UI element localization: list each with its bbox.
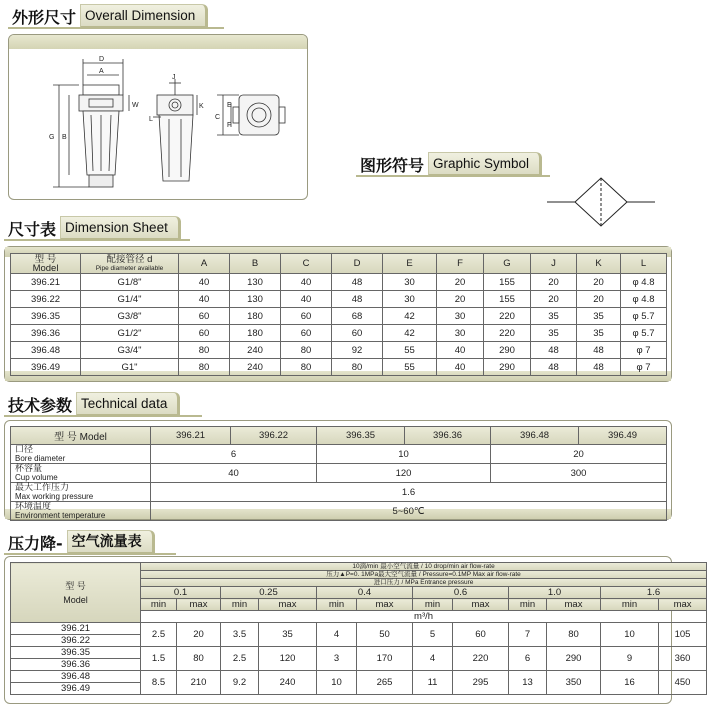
flow-value-cell: 20: [177, 623, 221, 647]
flow-value-cell: 10: [601, 623, 659, 647]
dimension-cell: 20: [577, 274, 621, 291]
pipe-cell: G1/4": [81, 291, 179, 308]
label-k: K: [199, 103, 204, 110]
dimension-cell: 60: [281, 325, 332, 342]
flow-row: [11, 671, 707, 683]
dimension-sheet-table: [10, 253, 667, 376]
dimension-cell: 30: [437, 308, 484, 325]
flow-value-cell: 50: [357, 623, 413, 647]
tech-row-cup: [11, 464, 667, 483]
label-l: L: [149, 116, 153, 123]
label-c: C: [215, 114, 221, 121]
tech-model-396-36: 396.36: [405, 427, 491, 445]
min-header: min: [141, 599, 177, 611]
pipe-cell: G1": [81, 359, 179, 376]
graphic-symbol-en: Graphic Symbol: [428, 152, 542, 176]
label-w: W: [132, 102, 139, 109]
dimension-row: [11, 359, 667, 376]
dimension-cell: 48: [332, 274, 383, 291]
flow-value-cell: 120: [259, 647, 317, 671]
flow-value-cell: 80: [547, 623, 601, 647]
technical-data-title: [8, 390, 180, 416]
dimension-cell: 80: [281, 359, 332, 376]
technical-header-row: [11, 427, 667, 445]
flow-value-cell: 360: [659, 647, 707, 671]
pressure-0-25: 0.25: [221, 587, 317, 599]
dimension-row: [11, 291, 667, 308]
tech-value: 300: [491, 464, 667, 483]
model-header: 型 号 Model: [11, 254, 81, 274]
dimension-cell: 55: [383, 359, 437, 376]
flow-model-cell: 396.36: [11, 659, 141, 671]
dimension-cell: 42: [383, 308, 437, 325]
flow-value-cell: 3.5: [221, 623, 259, 647]
section-underline: [356, 175, 550, 177]
dimension-cell: 30: [437, 325, 484, 342]
pressure-0-4: 0.4: [317, 587, 413, 599]
max-header: max: [547, 599, 601, 611]
dimension-cell: 240: [230, 342, 281, 359]
flow-value-cell: 7: [509, 623, 547, 647]
flow-value-cell: 9.2: [221, 671, 259, 695]
overall-dimension-title: [12, 2, 208, 28]
flow-value-cell: 16: [601, 671, 659, 695]
max-header: max: [259, 599, 317, 611]
tech-row-label: 最大工作压力 Max working pressure: [11, 483, 151, 502]
dimension-cell: 20: [437, 274, 484, 291]
model-cell: 396.49: [11, 359, 81, 376]
tech-value: 120: [317, 464, 491, 483]
flow-value-cell: 240: [259, 671, 317, 695]
dimension-cell: 20: [437, 291, 484, 308]
tech-model-396-35: 396.35: [317, 427, 405, 445]
pressure-0-1: 0.1: [141, 587, 221, 599]
min-header: min: [413, 599, 453, 611]
pressure-1-6: 1.6: [601, 587, 707, 599]
flow-value-cell: 1.5: [141, 647, 177, 671]
flow-value-cell: 105: [659, 623, 707, 647]
label-f: F: [227, 122, 232, 129]
dimension-row: [11, 274, 667, 291]
tech-model-label: 型 号 Model: [11, 427, 151, 445]
flow-value-cell: 295: [453, 671, 509, 695]
flow-value-cell: 2.5: [221, 647, 259, 671]
max-header: max: [453, 599, 509, 611]
label-g: G: [49, 134, 55, 141]
section-underline: [4, 415, 202, 417]
dimension-cell: 35: [577, 325, 621, 342]
tech-value: 20: [491, 445, 667, 464]
col-g: G: [484, 254, 531, 274]
dimension-cell: 55: [383, 342, 437, 359]
dimension-cell: 92: [332, 342, 383, 359]
flow-value-cell: 450: [659, 671, 707, 695]
dimension-cell: 40: [179, 274, 230, 291]
tech-row-label: 环境温度 Environment temperature: [11, 502, 151, 521]
dimension-sheet-title: [8, 214, 181, 240]
dimension-cell: 180: [230, 325, 281, 342]
flow-value-cell: 35: [259, 623, 317, 647]
dimension-cell: 48: [531, 342, 577, 359]
graphic-symbol-title: [360, 150, 542, 176]
dimension-cell: 220: [484, 308, 531, 325]
flow-value-cell: 9: [601, 647, 659, 671]
dimension-sheet-en: Dimension Sheet: [60, 216, 181, 240]
flow-value-cell: 265: [357, 671, 413, 695]
overall-dimension-en: Overall Dimension: [80, 4, 208, 28]
flow-value-cell: 60: [453, 623, 509, 647]
dimension-cell: 30: [383, 274, 437, 291]
dimension-cell: 35: [531, 308, 577, 325]
section-underline: [4, 553, 176, 555]
dimension-cell: 290: [484, 359, 531, 376]
flow-value-cell: 2.5: [141, 623, 177, 647]
label-d: D: [99, 56, 105, 63]
pipe-cell: G1/2": [81, 325, 179, 342]
dimension-cell: 20: [577, 291, 621, 308]
model-cell: 396.22: [11, 291, 81, 308]
pressure-drop-table: [10, 562, 707, 695]
pressure-header-line1: 10滴/min 最小空气流量 / 10 drop/min air flow-rate: [141, 563, 707, 571]
dimension-cell: 290: [484, 342, 531, 359]
section-underline: [8, 27, 224, 29]
pressure-drop-title: [8, 528, 155, 554]
tech-row-label: 口径 Bore diameter: [11, 445, 151, 464]
tech-row-pressure: [11, 483, 667, 502]
label-a: A: [99, 68, 104, 75]
flow-row: [11, 623, 707, 635]
pipe-cell: G3/4": [81, 342, 179, 359]
unit-label: m³/h: [141, 611, 707, 623]
col-j: J: [531, 254, 577, 274]
flow-value-cell: 80: [177, 647, 221, 671]
dimension-cell: 48: [577, 359, 621, 376]
flow-model-cell: 396.22: [11, 635, 141, 647]
dimension-cell: 80: [332, 359, 383, 376]
tech-model-396-21: 396.21: [151, 427, 231, 445]
pressure-1-0: 1.0: [509, 587, 601, 599]
min-header: min: [317, 599, 357, 611]
dimension-cell: 155: [484, 274, 531, 291]
dimension-cell: 40: [281, 274, 332, 291]
flow-value-cell: 350: [547, 671, 601, 695]
flow-value-cell: 210: [177, 671, 221, 695]
technical-data-table: [10, 426, 667, 521]
dimension-cell: 48: [577, 342, 621, 359]
flow-value-cell: 4: [413, 647, 453, 671]
min-header: min: [509, 599, 547, 611]
graphic-symbol-cn: 图形符号: [360, 156, 425, 175]
dimension-cell: 40: [437, 359, 484, 376]
dimension-cell: 60: [179, 325, 230, 342]
model-cell: 396.21: [11, 274, 81, 291]
dimension-cell: φ 7: [621, 342, 667, 359]
flow-value-cell: 170: [357, 647, 413, 671]
tech-model-396-48: 396.48: [491, 427, 579, 445]
tech-value: 1.6: [151, 483, 667, 502]
flow-value-cell: 8.5: [141, 671, 177, 695]
pressure-0-6: 0.6: [413, 587, 509, 599]
pipe-cell: G3/8": [81, 308, 179, 325]
flow-value-cell: 10: [317, 671, 357, 695]
pressure-drop-cn: 压力降-: [8, 534, 63, 553]
col-b: B: [230, 254, 281, 274]
label-e: E: [227, 102, 232, 109]
max-header: max: [659, 599, 707, 611]
tech-value: 5~60℃: [151, 502, 667, 521]
dimension-cell: 130: [230, 291, 281, 308]
section-underline: [4, 239, 190, 241]
model-cell: 396.36: [11, 325, 81, 342]
col-f: F: [437, 254, 484, 274]
flow-value-cell: 3: [317, 647, 357, 671]
flow-model-cell: 396.35: [11, 647, 141, 659]
model-cell: 396.35: [11, 308, 81, 325]
flow-model-cell: 396.49: [11, 683, 141, 695]
dimension-cell: 240: [230, 359, 281, 376]
dimension-cell: 155: [484, 291, 531, 308]
tech-value: 6: [151, 445, 317, 464]
dimension-cell: 35: [577, 308, 621, 325]
flow-row: [11, 647, 707, 659]
tech-row-label: 杯容量 Cup volume: [11, 464, 151, 483]
dimension-cell: 40: [437, 342, 484, 359]
pressure-header-line2: 压力▲P=0. 1MPa最大空气流量 / Pressure=0.1MP Max air flow-rate: [141, 571, 707, 579]
col-c: C: [281, 254, 332, 274]
tech-row-temperature: [11, 502, 667, 521]
dimension-cell: 20: [531, 274, 577, 291]
flow-value-cell: 11: [413, 671, 453, 695]
label-b: B: [62, 134, 67, 141]
dimension-sheet-cn: 尺寸表: [8, 220, 57, 239]
flow-value-cell: 220: [453, 647, 509, 671]
dimension-cell: 35: [531, 325, 577, 342]
flow-model-cell: 396.48: [11, 671, 141, 683]
flow-value-cell: 13: [509, 671, 547, 695]
tech-row-bore: [11, 445, 667, 464]
dimension-cell: 48: [531, 359, 577, 376]
dimension-cell: 80: [281, 342, 332, 359]
dimension-cell: 60: [179, 308, 230, 325]
pipe-header: 配接管径 d Pipe diameter available: [81, 254, 179, 274]
col-e: E: [383, 254, 437, 274]
dimension-row: [11, 342, 667, 359]
dimension-cell: 68: [332, 308, 383, 325]
dimension-cell: 80: [179, 359, 230, 376]
dimension-cell: 42: [383, 325, 437, 342]
overall-dimension-cn: 外形尺寸: [12, 8, 77, 27]
tech-model-396-49: 396.49: [579, 427, 667, 445]
drawing-panel: [8, 34, 308, 200]
flow-value-cell: 4: [317, 623, 357, 647]
dimension-cell: 60: [332, 325, 383, 342]
dimension-drawing: [9, 35, 307, 199]
technical-data-en: Technical data: [76, 392, 180, 416]
flow-model-cell: 396.21: [11, 623, 141, 635]
pressure-header-line3: 进口压力 / MPa Entrance pressure: [141, 579, 707, 587]
dimension-cell: 40: [281, 291, 332, 308]
technical-data-cn: 技术参数: [8, 396, 73, 415]
pressure-model-header: 型 号 Model: [11, 563, 141, 623]
dimension-cell: 180: [230, 308, 281, 325]
max-header: max: [357, 599, 413, 611]
pipe-cell: G1/8": [81, 274, 179, 291]
col-a: A: [179, 254, 230, 274]
tech-value: 10: [317, 445, 491, 464]
tech-model-396-22: 396.22: [231, 427, 317, 445]
dimension-row: [11, 325, 667, 342]
flow-value-cell: 6: [509, 647, 547, 671]
max-header: max: [177, 599, 221, 611]
filter-symbol-icon: [545, 176, 675, 236]
pressure-drop-en: 空气流量表: [67, 530, 155, 554]
dimension-cell: 220: [484, 325, 531, 342]
col-l: L: [621, 254, 667, 274]
col-d: D: [332, 254, 383, 274]
dimension-cell: 60: [281, 308, 332, 325]
min-header: min: [221, 599, 259, 611]
model-cell: 396.48: [11, 342, 81, 359]
dimension-cell: 40: [179, 291, 230, 308]
dimension-cell: φ 7: [621, 359, 667, 376]
dimension-cell: 80: [179, 342, 230, 359]
dimension-header-row: [11, 254, 667, 274]
dimension-cell: 30: [383, 291, 437, 308]
min-header: min: [601, 599, 659, 611]
flow-value-cell: 290: [547, 647, 601, 671]
label-j: J: [172, 74, 176, 81]
flow-value-cell: 5: [413, 623, 453, 647]
dimension-cell: φ 4.8: [621, 274, 667, 291]
col-k: K: [577, 254, 621, 274]
dimension-cell: 48: [332, 291, 383, 308]
dimension-cell: 20: [531, 291, 577, 308]
dimension-row: [11, 308, 667, 325]
dimension-cell: φ 4.8: [621, 291, 667, 308]
dimension-cell: 130: [230, 274, 281, 291]
dimension-cell: φ 5.7: [621, 325, 667, 342]
tech-value: 40: [151, 464, 317, 483]
dimension-cell: φ 5.7: [621, 308, 667, 325]
